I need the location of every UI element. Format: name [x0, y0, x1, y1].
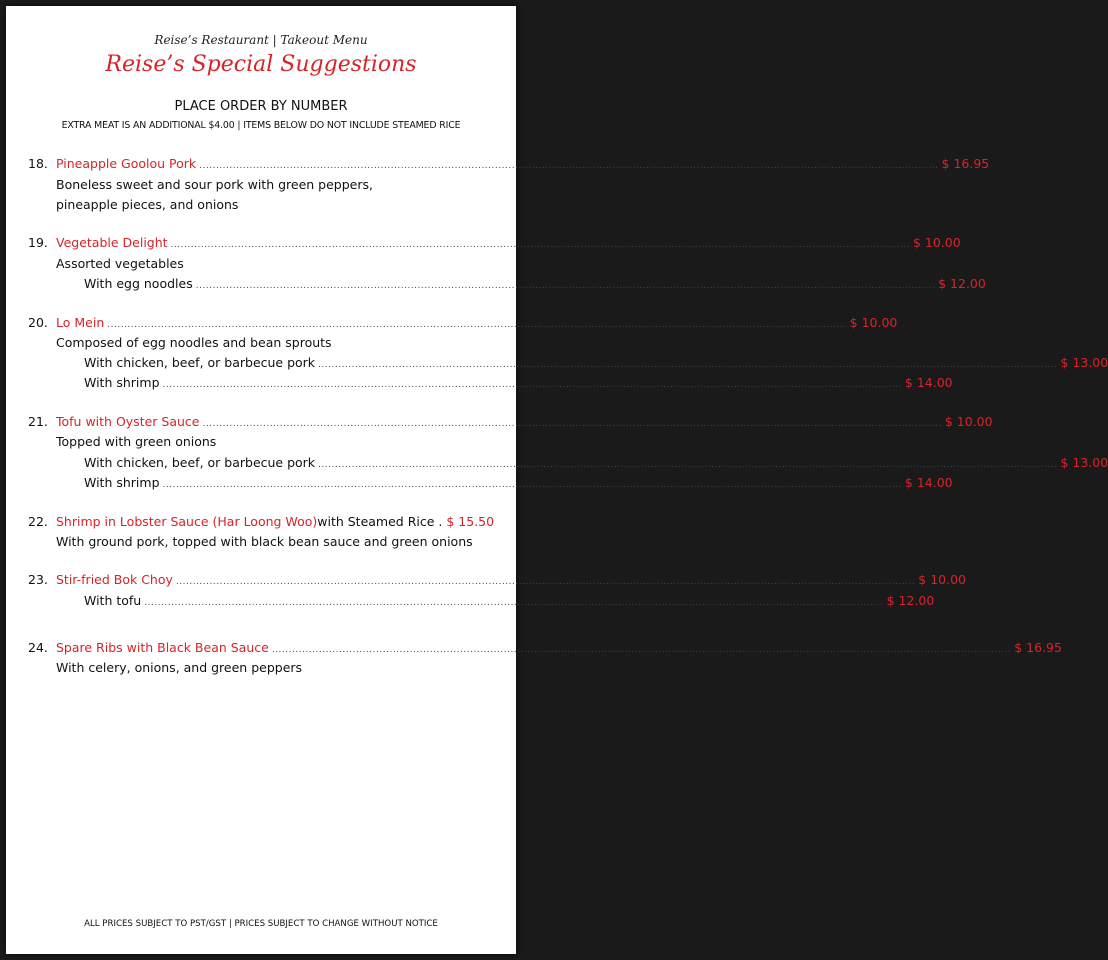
- item-description: With ground pork, topped with black bean sauce and green onions: [56, 534, 473, 549]
- option-label: With tofu: [84, 593, 142, 608]
- dot-leader: ............................................................................................................................................................................................................................: [162, 480, 902, 490]
- dot-leader: ............................................................................................................................................................................................................................: [162, 380, 902, 390]
- item-option: [84, 593, 935, 610]
- item-price: $ 16.95: [1014, 640, 1062, 655]
- item-price: $ 10.00: [912, 235, 961, 250]
- item-option: [84, 375, 953, 392]
- item-description: Assorted vegetables: [56, 256, 184, 271]
- menu-note: EXTRA MEAT IS AN ADDITIONAL $4.00 | ITEMS BELOW DO NOT INCLUDE STEAMED RICE: [61, 120, 461, 131]
- menu-item-24: [28, 640, 1062, 657]
- restaurant-line: Reise’s Restaurant | Takeout Menu: [154, 33, 368, 47]
- menu-item-21: [28, 414, 993, 431]
- order-instruction: PLACE ORDER BY NUMBER: [174, 99, 348, 114]
- item-description: Boneless sweet and sour pork with green peppers,: [56, 177, 373, 192]
- item-number: 23.: [28, 572, 48, 587]
- item-price: $ 16.95: [941, 156, 990, 171]
- item-number: 18.: [28, 156, 48, 171]
- item-description: Topped with green onions: [56, 434, 217, 449]
- item-description: Composed of egg noodles and bean sprouts: [56, 335, 332, 350]
- item-name: Pineapple Goolou Pork: [56, 156, 197, 171]
- item-name: Tofu with Oyster Sauce: [56, 414, 200, 429]
- item-number: 24.: [28, 640, 48, 655]
- item-name: Stir-fried Bok Choy: [56, 572, 173, 587]
- option-label: With shrimp: [84, 375, 160, 390]
- item-name: Shrimp in Lobster Sauce (Har Loong Woo): [56, 514, 318, 529]
- menu-item-18: [28, 156, 990, 173]
- dot-leader: ............................................................................................................................................................................................................................: [144, 598, 884, 608]
- dot-leader: ............................................................................................................................................................................................................................: [271, 645, 1012, 655]
- dot-leader: ............................................................................................................................................................................................................................: [170, 240, 910, 250]
- item-number: 19.: [28, 235, 48, 250]
- dot-leader: ............................................................................................................................................................................................................................: [318, 360, 1058, 370]
- item-option: [84, 455, 1108, 472]
- item-option: [84, 276, 986, 293]
- dot-leader: ............................................................................................................................................................................................................................: [195, 281, 936, 291]
- menu-item-23: [28, 572, 967, 589]
- option-price: $ 12.00: [938, 276, 986, 291]
- item-option: [84, 355, 1108, 372]
- item-name-suffix: with Steamed Rice .: [317, 514, 443, 529]
- item-price: $ 10.00: [944, 414, 993, 429]
- item-name: Vegetable Delight: [56, 235, 168, 250]
- option-label: With shrimp: [84, 475, 160, 490]
- option-price: $ 14.00: [904, 475, 953, 490]
- item-option: [84, 475, 953, 492]
- option-price: $ 12.00: [886, 593, 935, 608]
- option-price: $ 14.00: [904, 375, 953, 390]
- item-price: $ 10.00: [918, 572, 967, 587]
- item-price: $ 15.50: [446, 514, 495, 529]
- dot-leader: ............................................................................................................................................................................................................................: [318, 460, 1058, 470]
- option-price: $ 13.00: [1060, 355, 1108, 370]
- footer-note: ALL PRICES SUBJECT TO PST/GST | PRICES SUBJECT TO CHANGE WITHOUT NOTICE: [84, 919, 438, 929]
- option-label: With chicken, beef, or barbecue pork: [84, 455, 316, 470]
- item-number: 22.: [28, 514, 48, 529]
- dot-leader: ............................................................................................................................................................................................................................: [107, 320, 847, 330]
- menu-item-20: [28, 315, 898, 332]
- menu-item-22: [28, 514, 493, 531]
- option-price: $ 13.00: [1060, 455, 1108, 470]
- dot-leader: ............................................................................................................................................................................................................................: [175, 577, 916, 587]
- item-description: With celery, onions, and green peppers: [56, 660, 303, 675]
- item-name: Lo Mein: [56, 315, 105, 330]
- item-number: 21.: [28, 414, 48, 429]
- menu-item-19: [28, 235, 961, 252]
- dot-leader: ............................................................................................................................................................................................................................: [202, 419, 942, 429]
- item-price: $ 10.00: [849, 315, 898, 330]
- item-name: Spare Ribs with Black Bean Sauce: [56, 640, 269, 655]
- option-label: With chicken, beef, or barbecue pork: [84, 355, 316, 370]
- menu-page: [6, 6, 1108, 954]
- option-label: With egg noodles: [84, 276, 193, 291]
- dot-leader: ............................................................................................................................................................................................................................: [199, 161, 939, 171]
- menu-title: Reise’s Special Suggestions: [105, 52, 417, 77]
- item-number: 20.: [28, 315, 48, 330]
- item-description: pineapple pieces, and onions: [56, 197, 239, 212]
